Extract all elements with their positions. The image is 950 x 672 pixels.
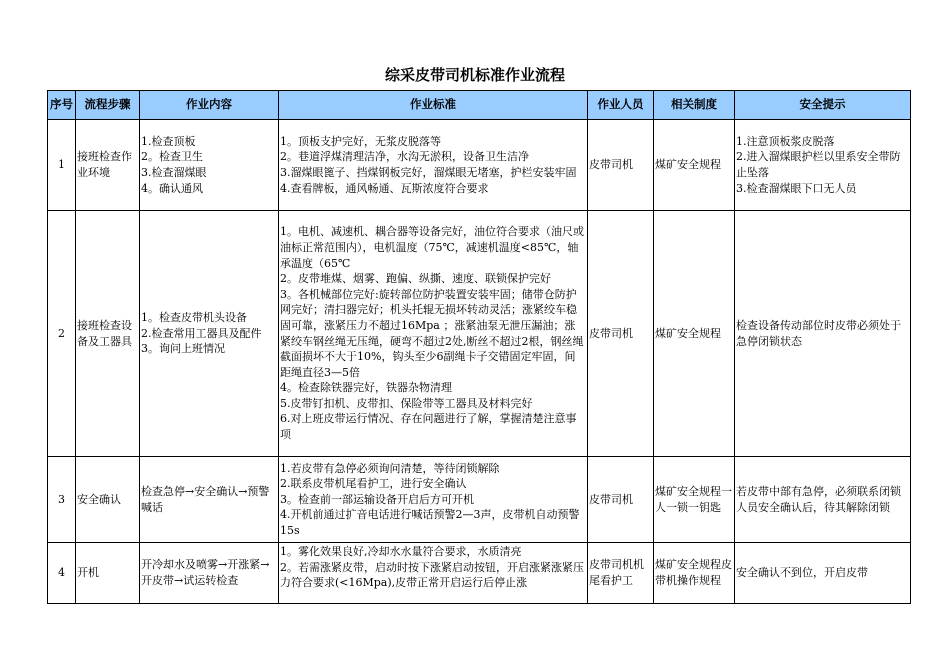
list-item: 1.检查顶板 [141, 134, 196, 148]
row-step: 安全确认 [76, 457, 140, 543]
list-item: 4.开机前通过扩音电话进行喊话预警2—3声，皮带机自动预警15s [280, 508, 580, 537]
list-item: 3.检查溜煤眼 [141, 166, 207, 179]
list-item: 3。检查前一部运输设备开启后方可开机 [280, 492, 474, 506]
row-standard [279, 543, 588, 604]
list-item: 1.若皮带有急停必须询问清楚，等待闭锁解除 [280, 461, 500, 475]
col-header-personnel: 作业人员 [588, 91, 654, 120]
row-rules: 煤矿安全规程皮带机操作规程 [654, 543, 735, 604]
row-content: 开冷却水及喷雾→开涨紧→开皮带→试运转检查 [140, 543, 279, 604]
list-item: 1。检查皮带机头设备 [141, 311, 247, 325]
row-standard [279, 457, 588, 543]
row-step: 接班检查设备及工器具 [76, 211, 140, 457]
list-item: 3。各机械部位完好:旋转部位防护装置安装牢固；储带仓防护网完好；清扫器完好；机头托辊无损坏转动灵活；涨紧绞车稳固可靠，涨紧压力不超过16Mpa ；涨紧油泵无泄压漏油；涨紧绞车钢丝绳无压绳，硬弯不超过2处,断丝不超过2根，钢丝绳截面损坏不大于10%，钩头至少6副绳卡子交错固定牢固，间距绳直径3—5倍 [280, 287, 584, 379]
row-safety [735, 120, 911, 211]
list-item: 2.检查常用工器具及配件 [141, 326, 262, 340]
row-safety: 检查设备传动部位时皮带必须处于急停闭锁状态 [735, 211, 911, 457]
list-item: 2.联系皮带机尾看护工，进行安全确认 [280, 477, 467, 491]
list-item: 3.检查溜煤眼下口无人员 [736, 181, 857, 195]
list-item: 2。若需涨紧皮带，启动时按下涨紧启动按钮，开启涨紧涨紧压力符合要求(<16Mpa),皮带正常开启运行后停止涨 [280, 560, 584, 590]
row-rules: 煤矿安全规程一人一锁一钥匙 [654, 457, 735, 543]
list-item: 3。询问上班情况 [141, 342, 225, 356]
row-content [140, 120, 279, 211]
col-header-safety: 安全提示 [735, 91, 911, 120]
row-safety: 若皮带中部有急停，必须联系闭锁人员安全确认后，待其解除闭锁 [735, 457, 911, 543]
list-item: 1。电机、减速机、耦合器等设备完好，油位符合要求（油尺或油标正常范围内），电机温度（75℃，减速机温度<85℃，轴承温度（65℃ [280, 225, 584, 270]
list-item: 5.皮带钉扣机、皮带扣、保险带等工器具及材料完好 [280, 396, 533, 410]
row-step: 开机 [76, 543, 140, 604]
row-content: 检查急停→安全确认→预警喊话 [140, 457, 279, 543]
procedure-table [47, 90, 911, 604]
list-item: 3.溜煤眼篦子、挡煤钢板完好，溜煤眼无堵塞，护栏安装牢固 [280, 166, 577, 179]
table-row [48, 543, 911, 604]
row-personnel: 皮带司机 [588, 457, 654, 543]
list-item: 1.注意顶板浆皮脱落 [736, 134, 835, 148]
col-header-no: 序号 [48, 91, 76, 120]
col-header-rules: 相关制度 [654, 91, 735, 120]
row-no: 2 [48, 211, 76, 457]
table-row [48, 120, 911, 211]
page-title: 综采皮带司机标准作业流程 [384, 66, 565, 84]
row-rules: 煤矿安全规程 [654, 211, 735, 457]
list-item: 2。皮带堆煤、烟雾、跑偏、纵撕、速度、联锁保护完好 [280, 272, 551, 286]
list-item: 2。巷道浮煤清理洁净，水沟无淤积，设备卫生洁净 [280, 150, 529, 164]
row-standard [279, 211, 588, 457]
row-no: 4 [48, 543, 76, 604]
row-standard [279, 120, 588, 211]
row-content [140, 211, 279, 457]
col-header-step: 流程步骤 [76, 91, 140, 120]
row-no: 1 [48, 120, 76, 211]
row-personnel: 皮带司机机尾看护工 [588, 543, 654, 604]
row-step: 接班检查作业环境 [76, 120, 140, 211]
table-row [48, 457, 911, 543]
list-item: 4。确认通风 [141, 181, 203, 195]
row-personnel: 皮带司机 [588, 120, 654, 211]
list-item: 6.对上班皮带运行情况、存在问题进行了解，掌握清楚注意事项 [280, 412, 577, 442]
col-header-standard: 作业标准 [279, 91, 588, 120]
col-header-content: 作业内容 [140, 91, 279, 120]
list-item: 1。雾化效果良好,冷却水水量符合要求，水质清亮 [280, 545, 522, 558]
row-personnel: 皮带司机 [588, 211, 654, 457]
row-safety: 安全确认不到位，开启皮带 [735, 543, 911, 604]
list-item: 4.查看牌板，通风畅通、瓦斯浓度符合要求 [280, 181, 489, 195]
table-row [48, 211, 911, 457]
list-item: 4。检查除铁器完好，铁器杂物清理 [280, 381, 452, 395]
list-item: 2.进入溜煤眼护栏以里系安全带防止坠落 [736, 150, 901, 179]
row-rules: 煤矿安全规程 [654, 120, 735, 211]
list-item: 1。顶板支护完好，无浆皮脱落等 [280, 134, 441, 148]
row-no: 3 [48, 457, 76, 543]
list-item: 2。检查卫生 [141, 150, 203, 164]
table-header-row [48, 91, 911, 120]
